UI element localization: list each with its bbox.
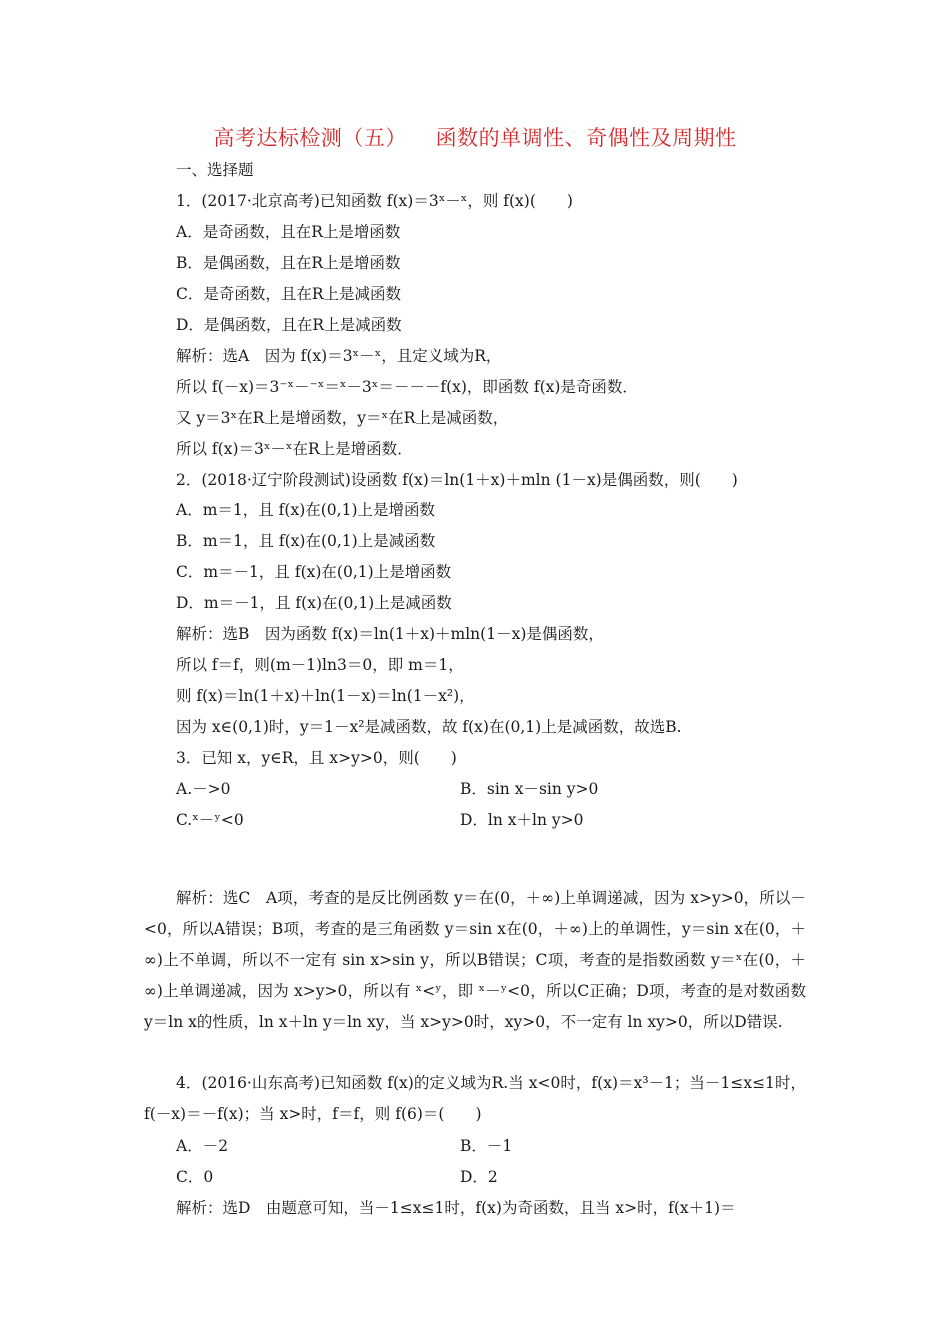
question-1-option-c: C．是奇函数，且在R上是减函数 [176,285,402,303]
question-2-solution-line: 所以 f＝f，则(m－1)ln3＝0，即 m＝1， [176,656,464,674]
question-1-solution-line: 所以 f(－x)＝3⁻ˣ－⁻ˣ＝ˣ－3ˣ＝－－－f(x)，即函数 f(x)是奇函数． [176,378,638,396]
question-4-option-c: C．0 [176,1168,214,1186]
question-4-solution: 解析：选D 由题意可知，当－1≤x≤1时，f(x)为奇函数，且当 x>时，f(x＋1)＝ [176,1199,736,1217]
question-2-option-b: B．m＝1，且 f(x)在(0,1)上是减函数 [176,532,436,550]
question-1-option-a: A．是奇函数，且在R上是增函数 [176,223,401,241]
question-1-option-d: D．是偶函数，且在R上是减函数 [176,316,402,334]
question-2-option-d: D．m＝－1，且 f(x)在(0,1)上是减函数 [176,594,452,612]
page-title: 高考达标检测（五） 函数的单调性、奇偶性及周期性 [213,126,737,150]
question-4-option-b: B．－1 [460,1137,513,1155]
question-1-solution-line: 又 y＝3ˣ在R上是增函数，y＝ˣ在R上是减函数， [176,409,509,427]
question-2-solution-line: 解析：选B 因为函数 f(x)＝ln(1＋x)＋mln(1－x)是偶函数， [176,625,604,643]
question-1-solution-line: 所以 f(x)＝3ˣ－ˣ在R上是增函数． [176,440,413,458]
question-3-option-d: D．ln x＋ln y>0 [460,811,584,829]
question-1-solution-line: 解析：选A 因为 f(x)＝3ˣ－ˣ，且定义域为R， [176,347,502,365]
question-2-solution-line: 因为 x∈(0,1)时，y＝1－x²是减函数，故 f(x)在(0,1)上是减函数，故选B. [176,718,682,736]
question-1-stem: 1．(2017·北京高考)已知函数 f(x)＝3ˣ－ˣ，则 f(x)( ) [176,192,573,210]
question-3-stem: 3．已知 x，y∈R，且 x>y>0，则( ) [176,749,457,767]
section-heading: 一、选择题 [176,161,254,179]
question-2-option-a: A．m＝1，且 f(x)在(0,1)上是增函数 [176,501,435,519]
question-4-stem: 4．(2016·山东高考)已知函数 f(x)的定义域为R.当 x<0时，f(x)＝x³－1；当－1≤x≤1时，f(－x)＝－f(x)；当 x>时，f＝f，则 f(6)＝( ) [144,1074,806,1123]
question-2-solution-line: 则 f(x)＝ln(1＋x)＋ln(1－x)＝ln(1－x²)， [176,687,475,705]
question-2-option-c: C．m＝－1，且 f(x)在(0,1)上是增函数 [176,563,452,581]
question-3-solution: 解析：选C A项，考查的是反比例函数 y＝在(0，＋∞)上单调递减，因为 x>y>0，所以－<0，所以A错误；B项，考查的是三角函数 y＝sin x在(0，＋∞)上的单调性，y＝sin x在(0，＋∞)上不单调，所以不一定有 sin x>sin y，所以B错误；C项，考查的是指数函数 y＝ˣ在(0，＋∞)上单调递减，因为 x>y>0，所以有 ˣ<ʸ，即 ˣ－ʸ<0，所以C正确；D项，考查的是对数函数 y＝ln x的性质，ln x＋ln y＝ln xy，当 x>y>0时，xy>0，不一定有 ln xy>0，所以D错误. [144,889,806,1031]
question-4-option-a: A．－2 [176,1137,229,1155]
question-2-stem: 2．(2018·辽宁阶段测试)设函数 f(x)＝ln(1＋x)＋mln (1－x)是偶函数，则( ) [176,471,738,489]
question-1-option-b: B．是偶函数，且在R上是增函数 [176,254,401,272]
question-3-option-c: C.ˣ－ʸ<0 [176,811,244,829]
question-4-option-d: D．2 [460,1168,498,1186]
question-3-option-a: A.－>0 [176,780,231,798]
question-3-option-b: B．sin x－sin y>0 [460,780,599,798]
